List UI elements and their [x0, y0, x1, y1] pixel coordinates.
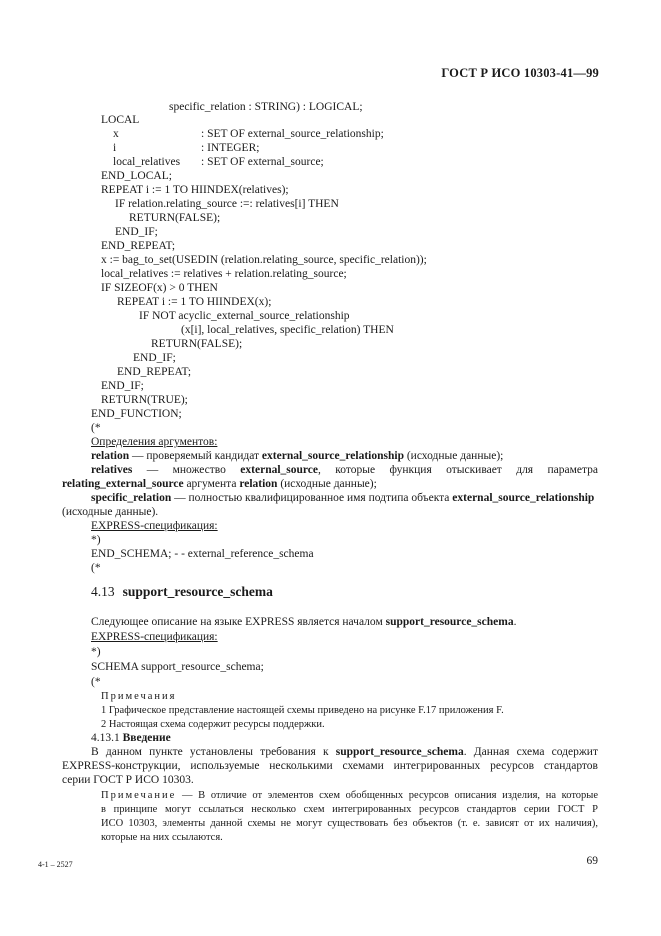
- argument-specific-relation-cont: (исходные данные).: [62, 506, 159, 518]
- code-line: x: [113, 128, 119, 140]
- term: relation: [239, 478, 278, 490]
- section-number: 4.13: [91, 584, 115, 599]
- code-line: END_LOCAL;: [101, 170, 172, 182]
- code-line: SCHEMA support_resource_schema;: [91, 661, 264, 673]
- term: external_source: [240, 464, 319, 476]
- code-line: END_FUNCTION;: [91, 408, 182, 420]
- text: (исходные данные);: [277, 478, 377, 490]
- code-line: END_IF;: [133, 352, 176, 364]
- paragraph-line: серии ГОСТ Р ИСО 10303.: [62, 774, 194, 786]
- code-line: : SET OF external_source;: [201, 156, 324, 168]
- note-item: 1 Графическое представление настоящей схемы приведено на рисунке F.17 приложения F.: [101, 705, 504, 716]
- text: — множество: [132, 464, 241, 476]
- express-spec-label: EXPRESS-спецификация:: [91, 520, 218, 532]
- term: external_source_relationship: [261, 450, 404, 462]
- section-heading: [91, 584, 273, 600]
- express-spec-label: EXPRESS-спецификация:: [91, 631, 218, 643]
- note-item: 2 Настоящая схема содержит ресурсы поддержки.: [101, 719, 325, 730]
- term: support_resource_schema: [385, 616, 514, 628]
- section-intro: [91, 615, 516, 629]
- footer-code: 4-1 – 2527: [38, 860, 73, 869]
- text: .: [513, 616, 517, 628]
- code-line: local_relatives: [113, 156, 181, 168]
- note-line: ИСО 10303, элементы данной схемы не могут существовать без объектов (т. е. зависят от их наличия),: [101, 818, 598, 829]
- text: , которые функция отыскивает для параметра: [318, 464, 598, 476]
- code-line: END_IF;: [101, 380, 144, 392]
- subsection-number: 4.13.1: [91, 732, 120, 744]
- code-line: LOCAL: [101, 114, 140, 126]
- code-line: *): [91, 534, 101, 546]
- code-line: (*: [91, 676, 101, 688]
- argument-relation: [91, 449, 503, 463]
- code-line: IF NOT acyclic_external_source_relationship: [139, 310, 350, 322]
- term: relating_external_source: [62, 478, 184, 490]
- text: . Данная схема содержит: [463, 746, 598, 758]
- code-line: END_SCHEMA; - - external_reference_schema: [91, 548, 314, 560]
- code-line: specific_relation : STRING) : LOGICAL;: [169, 101, 363, 113]
- code-line: i: [113, 142, 117, 154]
- document-header: ГОСТ Р ИСО 10303-41—99: [441, 66, 599, 80]
- text: — В отличие от элементов схем обобщенных ресурсов описания изделия, на которые: [176, 790, 598, 801]
- page-number: 69: [586, 855, 598, 867]
- term: external_source_relationship: [452, 492, 595, 504]
- paragraph-line: EXPRESS-конструкции, используемые несколькими схемами интегрированных ресурсов стандартов: [62, 760, 598, 772]
- text: В данном пункте установлены требования к: [91, 746, 336, 758]
- code-line: : SET OF external_source_relationship;: [201, 128, 384, 140]
- code-line: local_relatives := relatives + relation.relating_source;: [101, 268, 347, 280]
- text: аргумента: [183, 478, 240, 490]
- code-line: RETURN(TRUE);: [101, 394, 188, 406]
- code-line: (*: [91, 562, 101, 574]
- code-line: REPEAT i := 1 TO HIINDEX(relatives);: [101, 184, 289, 196]
- note-line: [101, 789, 598, 803]
- text: Следующее описание на языке EXPRESS является началом: [91, 616, 386, 628]
- code-line: : INTEGER;: [201, 142, 260, 154]
- argument-relatives-cont: [62, 477, 377, 491]
- code-line: (x[i], local_relatives, specific_relation) THEN: [181, 324, 394, 336]
- code-line: IF relation.relating_source :=: relatives[i] THEN: [115, 198, 339, 210]
- code-line: x := bag_to_set(USEDIN (relation.relating_source, specific_relation));: [101, 254, 427, 266]
- term: relatives: [91, 464, 133, 476]
- code-line: END_REPEAT;: [117, 366, 192, 378]
- code-line: RETURN(FALSE);: [129, 212, 221, 224]
- paragraph-line: [91, 745, 598, 759]
- arguments-heading: Определения аргументов:: [91, 436, 218, 448]
- note-line: которые на них ссылаются.: [101, 832, 223, 843]
- argument-relatives: [91, 463, 598, 477]
- code-line: RETURN(FALSE);: [151, 338, 243, 350]
- code-line: END_REPEAT;: [101, 240, 176, 252]
- code-line: REPEAT i := 1 TO HIINDEX(x);: [117, 296, 272, 308]
- subsection-heading: [91, 731, 171, 745]
- section-title: support_resource_schema: [122, 584, 273, 599]
- term: support_resource_schema: [335, 746, 464, 758]
- argument-specific-relation: [91, 491, 594, 505]
- text: — полностью квалифицированное имя подтипа объекта: [171, 492, 453, 504]
- code-line: IF SIZEOF(x) > 0 THEN: [101, 282, 218, 294]
- notes-title: Примечания: [101, 691, 177, 702]
- text: — проверяемый кандидат: [129, 450, 262, 462]
- code-line: (*: [91, 422, 101, 434]
- note-line: в принципе могут ссылаться несколько схем интегрированных ресурсов стандартов серии ГОСТ Р: [101, 804, 598, 815]
- code-line: *): [91, 646, 101, 658]
- subsection-title: Введение: [122, 732, 171, 744]
- text: (исходные данные);: [403, 450, 504, 462]
- term: specific_relation: [91, 492, 172, 504]
- code-line: END_IF;: [115, 226, 158, 238]
- term: relation: [91, 450, 130, 462]
- note-label: Примечание: [101, 790, 177, 801]
